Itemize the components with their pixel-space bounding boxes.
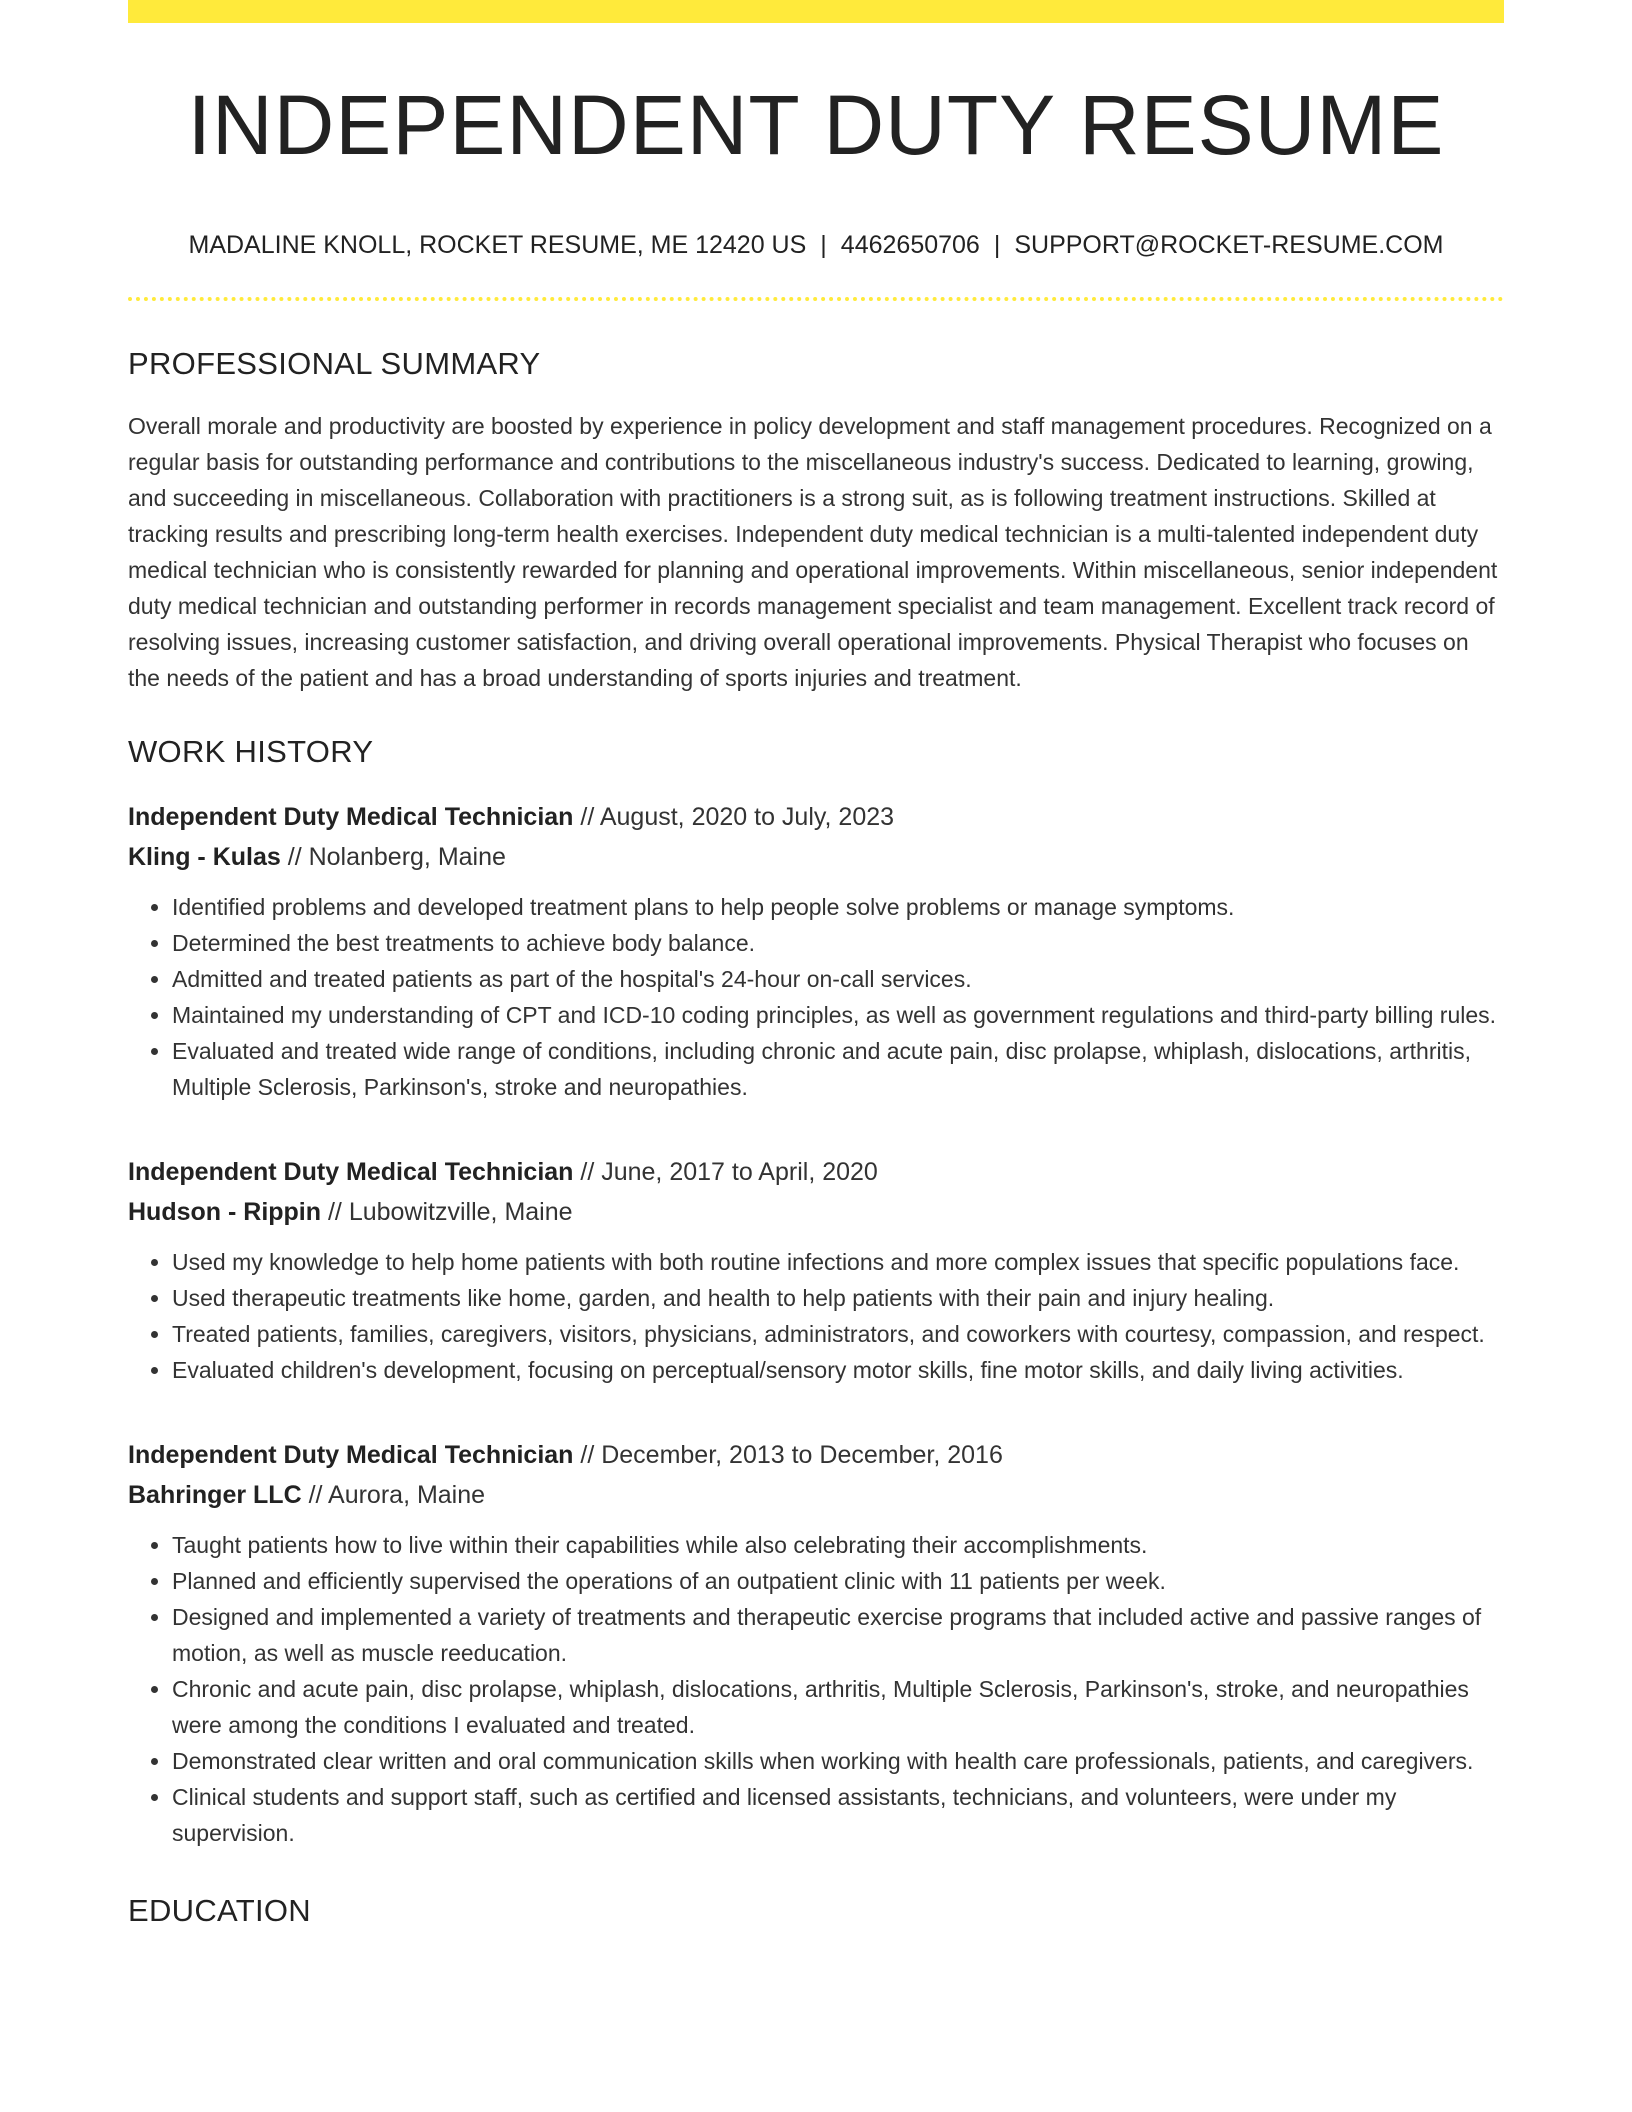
contact-separator: |: [820, 231, 827, 259]
job-title-line: [128, 1152, 1504, 1192]
contact-address: MADALINE KNOLL, ROCKET RESUME, ME 12420 US: [188, 231, 807, 259]
job-title-line: [128, 1435, 1504, 1475]
job-title-line: [128, 797, 1504, 837]
summary-heading: PROFESSIONAL SUMMARY: [128, 346, 541, 381]
education-heading: EDUCATION: [128, 1893, 311, 1928]
job-title: Independent Duty Medical Technician: [128, 1158, 574, 1186]
bullet-item: • Evaluated children's development, focusing on perceptual/sensory motor skills, fine motor skills, and daily living activities.: [172, 1352, 1504, 1388]
contact-phone: 4462650706: [840, 231, 980, 259]
job-title: Independent Duty Medical Technician: [128, 1441, 574, 1469]
job-location: // Nolanberg, Maine: [280, 843, 506, 871]
contact-email: SUPPORT@ROCKET-RESUME.COM: [1014, 231, 1444, 259]
job-company: Bahringer LLC: [128, 1481, 302, 1509]
bullet-item: • Maintained my understanding of CPT and ICD-10 coding principles, as well as government regulations and third-party billing rules.: [172, 997, 1504, 1033]
job-company-line: [128, 1192, 1504, 1232]
bullet-item: • Admitted and treated patients as part of the hospital's 24-hour on-call services.: [172, 961, 1504, 997]
job-company-line: [128, 1475, 1504, 1515]
job-bullets: [128, 1527, 1504, 1851]
job-location: // Lubowitzville, Maine: [321, 1198, 573, 1226]
bullet-item: • Taught patients how to live within their capabilities while also celebrating their accomplishments.: [172, 1527, 1504, 1563]
dotted-divider: [128, 297, 1504, 301]
bullet-item: • Used my knowledge to help home patients with both routine infections and more complex issues that specific populations face.: [172, 1244, 1504, 1280]
job-entry: [128, 797, 1504, 1105]
resume-title: INDEPENDENT DUTY RESUME: [187, 78, 1445, 172]
job-title: Independent Duty Medical Technician: [128, 803, 574, 831]
job-entry: [128, 1435, 1504, 1851]
work-history-heading: WORK HISTORY: [128, 734, 374, 769]
bullet-item: • Evaluated and treated wide range of conditions, including chronic and acute pain, disc prolapse, whiplash, dislocations, arthritis, Multiple Sclerosis, Parkinson's, stroke and neuropathies.: [172, 1033, 1504, 1105]
contact-separator: |: [993, 231, 1001, 259]
bullet-item: • Determined the best treatments to achieve body balance.: [172, 925, 1504, 961]
job-entry: [128, 1152, 1504, 1388]
summary-text: Overall morale and productivity are boosted by experience in policy development and staff management procedures. Recognized on a regular basis for outstanding performance and contributions to the miscellaneous industry's success. Dedicated to learning, growing, and succeeding in miscellaneous. Collaboration with practitioners is a strong suit, as is following treatment instructions. Skilled at tracking results and prescribing long-term health exercises. Independent duty medical technician is a multi-talented independent duty medical technician who is consistently rewarded for planning and operational improvements. Within miscellaneous, senior independent duty medical technician and outstanding performer in records management specialist and team management. Excellent track record of resolving issues, increasing customer satisfaction, and driving overall operational improvements. Physical Therapist who focuses on the needs of the patient and has a broad understanding of sports injuries and treatment.: [128, 413, 1498, 691]
bullet-item: • Used therapeutic treatments like home, garden, and health to help patients with their pain and injury healing.: [172, 1280, 1504, 1316]
resume-page: [128, 0, 1504, 1926]
bullet-item: • Chronic and acute pain, disc prolapse, whiplash, dislocations, arthritis, Multiple Sclerosis, Parkinson's, stroke, and neuropathies were among the conditions I evaluated and treated.: [172, 1671, 1504, 1743]
job-dates: // June, 2017 to April, 2020: [573, 1158, 878, 1186]
job-company: Hudson - Rippin: [128, 1198, 322, 1226]
contact-line: [128, 233, 1504, 258]
job-company: Kling - Kulas: [128, 843, 281, 871]
job-dates: // August, 2020 to July, 2023: [573, 803, 895, 831]
bullet-item: • Treated patients, families, caregivers, visitors, physicians, administrators, and coworkers with courtesy, compassion, and respect.: [172, 1316, 1504, 1352]
bullet-item: • Clinical students and support staff, such as certified and licensed assistants, technicians, and volunteers, were under my supervision.: [172, 1779, 1504, 1851]
bullet-item: • Identified problems and developed treatment plans to help people solve problems or manage symptoms.: [172, 889, 1504, 925]
job-bullets: [128, 1244, 1504, 1388]
accent-top-bar: [128, 0, 1504, 23]
job-dates: // December, 2013 to December, 2016: [573, 1441, 1003, 1469]
job-location: // Aurora, Maine: [301, 1481, 486, 1509]
bullet-item: • Planned and efficiently supervised the operations of an outpatient clinic with 11 patients per week.: [172, 1563, 1504, 1599]
job-bullets: [128, 889, 1504, 1105]
job-company-line: [128, 837, 1504, 877]
bullet-item: • Designed and implemented a variety of treatments and therapeutic exercise programs that included active and passive ranges of motion, as well as muscle reeducation.: [172, 1599, 1504, 1671]
bullet-item: • Demonstrated clear written and oral communication skills when working with health care professionals, patients, and caregivers.: [172, 1743, 1504, 1779]
